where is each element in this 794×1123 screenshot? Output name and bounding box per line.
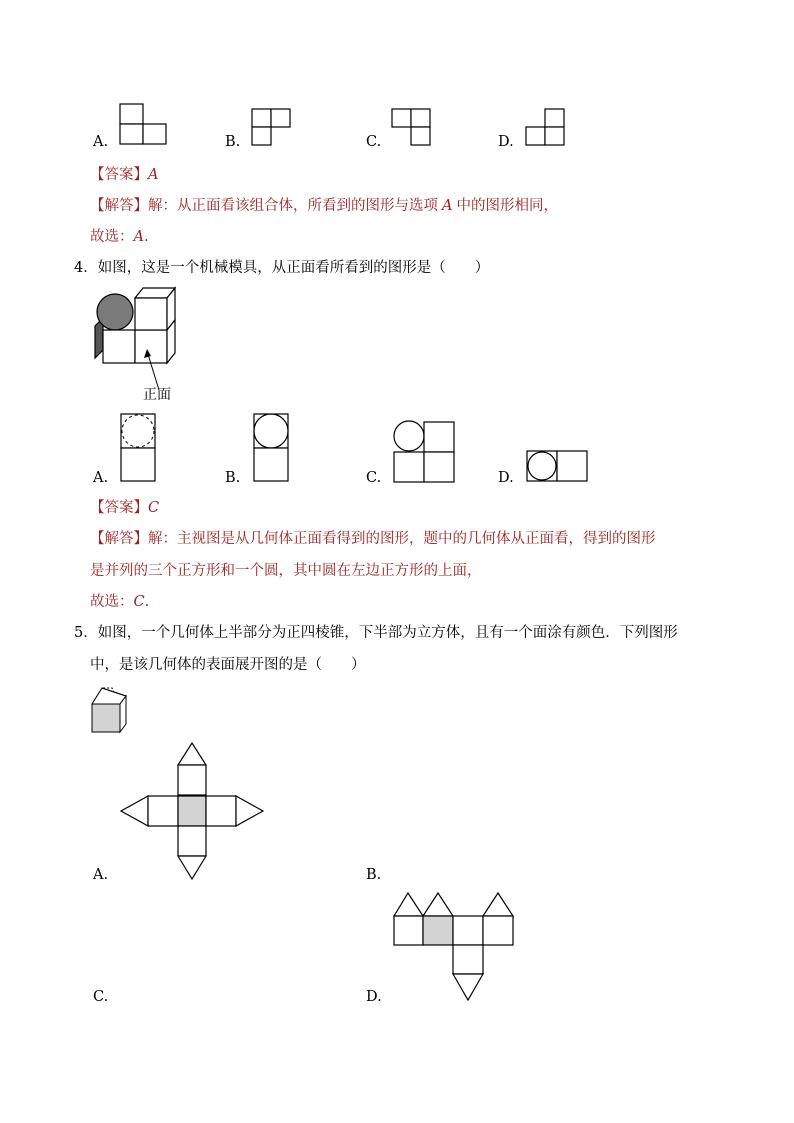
q3-option-b-label: B. bbox=[225, 134, 241, 150]
q3-choice-line: 故选：A. bbox=[90, 229, 149, 245]
q4-option-d-figure bbox=[525, 450, 591, 484]
q3-answer-line bbox=[90, 166, 158, 184]
q3-analysis-line: 【解答】解：从正面看该组合体，所看到的图形与选项 A 中的图形相同， bbox=[90, 198, 558, 214]
q4-option-d-label: D. bbox=[498, 470, 514, 486]
q3-option-a-label: A. bbox=[93, 134, 109, 150]
q4-stem: 4．如图，这是一个机械模具，从正面看所看到的图形是（ ） bbox=[74, 260, 490, 276]
front-label: 正面 bbox=[143, 387, 171, 403]
q5-stem-line-2: 中，是该几何体的表面展开图的是（ ） bbox=[90, 657, 366, 673]
q4-option-b-figure bbox=[252, 412, 292, 484]
analysis-tag: 【解答】 bbox=[90, 198, 148, 214]
q4-option-b-label: B. bbox=[225, 470, 241, 486]
answer-value: A bbox=[148, 167, 159, 183]
q4-analysis-line-2: 是并列的三个正方形和一个圆，其中圆在左边正方形的上面， bbox=[90, 563, 482, 579]
q4-mold-figure bbox=[93, 286, 173, 368]
q3-option-d-label: D. bbox=[498, 134, 514, 150]
analysis-tag: 【解答】 bbox=[90, 531, 148, 547]
q4-option-c-figure bbox=[391, 420, 457, 486]
q4-analysis-line-1: 【解答】解：主视图是从几何体正面看得到的图形，题中的几何体从正面看，得到的图形 bbox=[90, 531, 656, 547]
answer-tag: 【答案】 bbox=[90, 167, 148, 183]
q4-option-a-figure bbox=[119, 412, 159, 484]
q4-option-c-label: C. bbox=[366, 470, 382, 486]
q4-answer-line bbox=[90, 499, 159, 517]
q5-option-c-label: C. bbox=[93, 989, 109, 1005]
q4-option-a-label: A. bbox=[93, 470, 109, 486]
q3-option-d-figure bbox=[525, 108, 567, 146]
answer-value: C bbox=[148, 500, 160, 516]
q3-option-b-figure bbox=[251, 108, 293, 146]
q5-solid-figure bbox=[90, 686, 130, 736]
q5-option-b-label: B. bbox=[366, 867, 382, 883]
q4-choice-line: 故选：C. bbox=[90, 594, 150, 610]
q3-option-c-figure bbox=[391, 108, 433, 146]
answer-tag: 【答案】 bbox=[90, 500, 148, 516]
q5-stem-line-1: 5．如图，一个几何体上半部分为正四棱锥，下半部为立方体，且有一个面涂有颜色．下列图形 bbox=[74, 625, 678, 641]
q3-option-a-figure bbox=[118, 103, 170, 145]
q5-option-a-label: A. bbox=[93, 867, 109, 883]
q5-net-a-figure bbox=[118, 740, 266, 882]
q5-option-d-label: D. bbox=[366, 989, 382, 1005]
q5-net-d-figure bbox=[393, 890, 517, 1004]
q3-option-c-label: C. bbox=[366, 134, 382, 150]
